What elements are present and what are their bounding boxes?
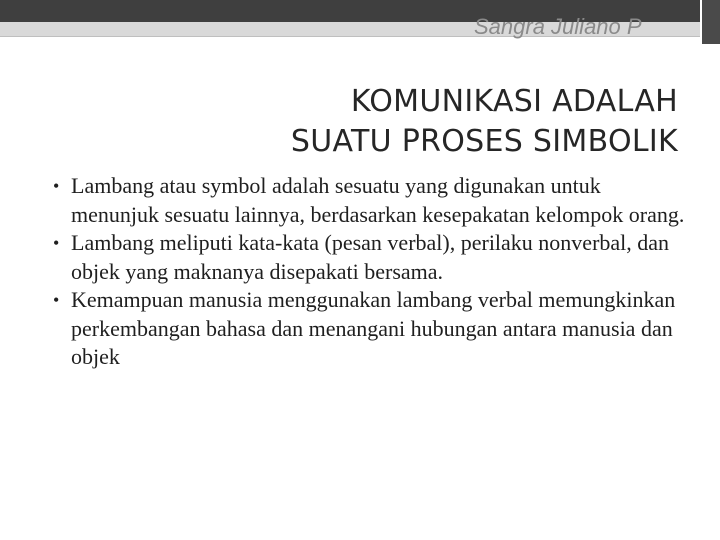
slide-title (291, 82, 678, 162)
corner-block (702, 0, 720, 44)
bullet-item (53, 286, 693, 372)
bullet-item (53, 229, 693, 286)
bullet-list (53, 172, 693, 372)
bullet-marker: • (53, 176, 60, 196)
slide-title-line-1: KOMUNIKASI ADALAH (350, 84, 678, 119)
slide-title-line-2: SUATU PROSES SIMBOLIK (290, 124, 678, 159)
author-watermark: Sangra Juliano P (474, 14, 642, 39)
bullet-text: Kemampuan manusia menggunakan lambang verbal memungkinkan perkembangan bahasa dan menangani hubungan antara manusia dan objek (71, 287, 676, 369)
bullet-item (53, 172, 693, 229)
bullet-marker: • (53, 290, 60, 310)
bullet-marker: • (53, 233, 60, 253)
bullet-text: Lambang atau symbol adalah sesuatu yang digunakan untuk menunjuk sesuatu lainnya, berdasarkan kesepakatan kelompok orang. (71, 173, 685, 227)
bullet-text: Lambang meliputi kata-kata (pesan verbal), perilaku nonverbal, dan objek yang maknanya disepakati bersama. (71, 230, 670, 284)
